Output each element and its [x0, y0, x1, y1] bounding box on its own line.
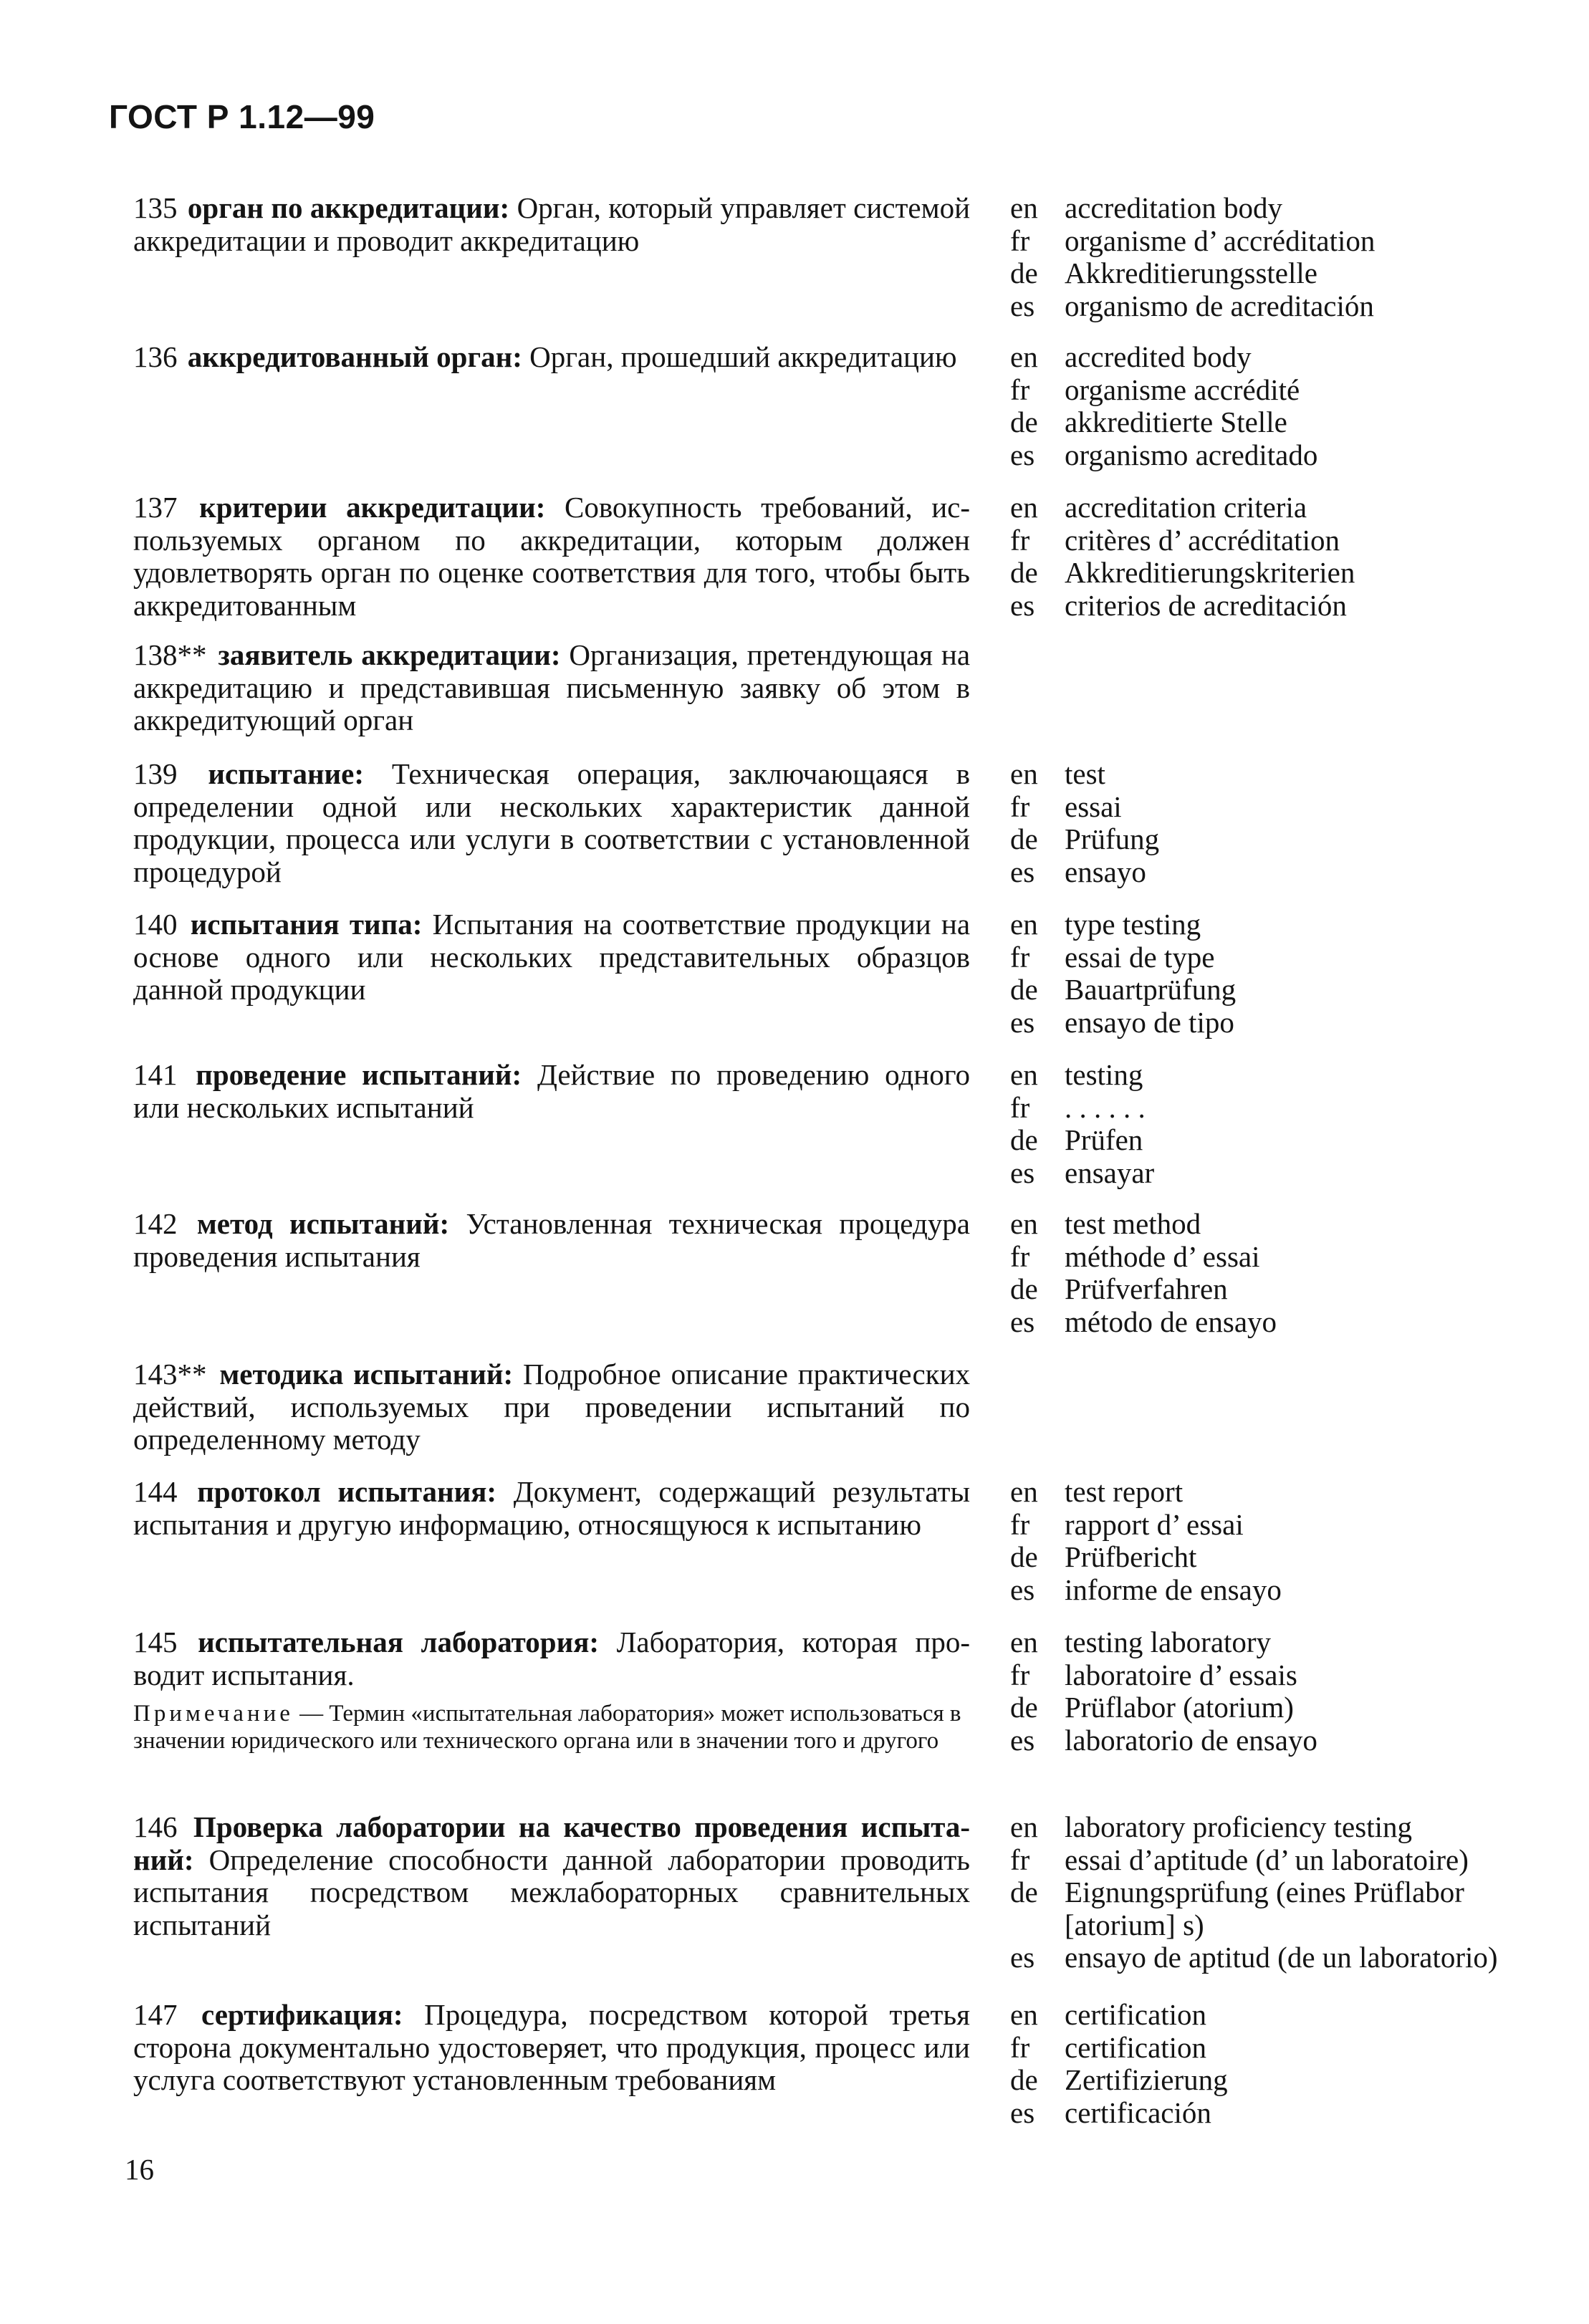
translated-term: essai: [1065, 789, 1122, 823]
translated-term: criterios de acreditación: [1065, 588, 1347, 622]
translated-term: certificación: [1065, 2095, 1211, 2129]
translations: [1010, 1208, 1555, 1338]
language-code: de: [1010, 1123, 1038, 1156]
definition-text: Документ, содержащий результаты испытания и другую информацию, относящуюся к испытанию: [133, 1475, 970, 1541]
translation-row: [1010, 1844, 1555, 1877]
language-code: es: [1010, 289, 1035, 322]
translation-row: [1010, 1092, 1555, 1125]
term-definition: [133, 192, 970, 257]
language-code: fr: [1010, 1843, 1030, 1876]
translation-row: [1010, 1626, 1555, 1659]
language-code: fr: [1010, 224, 1030, 257]
language-code: de: [1010, 256, 1038, 289]
translated-term: Prüfung: [1065, 822, 1160, 855]
translation-row: [1010, 590, 1555, 623]
definition-text: Действие по проведению одного или нескольких испытаний: [133, 1058, 971, 1124]
translated-term: type testing: [1065, 908, 1201, 941]
translated-term: Prüfbericht: [1065, 1540, 1197, 1573]
term-name: заявитель аккредитации:: [218, 638, 561, 671]
language-code: en: [1010, 1207, 1038, 1240]
term-definition: [133, 1999, 970, 2097]
language-code: en: [1010, 757, 1038, 790]
term-number: 146: [133, 1810, 178, 1843]
translated-term: essai de type: [1065, 940, 1215, 974]
term-name: метод испытаний:: [196, 1207, 450, 1240]
page-number: 16: [125, 2153, 154, 2186]
language-code: es: [1010, 1723, 1035, 1757]
translation-row: [1010, 856, 1555, 889]
language-code: fr: [1010, 1658, 1030, 1691]
translation-row: [1010, 1724, 1555, 1757]
language-code: en: [1010, 491, 1038, 524]
translations: [1010, 1999, 1555, 2129]
translated-term: laboratory proficiency testing: [1065, 1810, 1412, 1843]
term-entry: [133, 491, 1555, 622]
translations: [1010, 192, 1555, 322]
term-entry: [133, 1059, 1555, 1189]
translated-term: critères d’ accréditation: [1065, 523, 1340, 557]
term-entry: [133, 1476, 1555, 1606]
translated-term: certification: [1065, 1998, 1207, 2031]
term-name: протокол испытания:: [197, 1475, 497, 1508]
translation-row: [1010, 908, 1555, 941]
language-code: es: [1010, 2095, 1035, 2129]
language-code: en: [1010, 1475, 1038, 1508]
translated-term: Bauartprüfung: [1065, 973, 1237, 1006]
language-code: de: [1010, 822, 1038, 855]
term-number: 143**: [133, 1358, 207, 1391]
translation-row: [1010, 192, 1555, 225]
translation-row: [1010, 341, 1555, 374]
language-code: fr: [1010, 789, 1030, 823]
translation-row: [1010, 1059, 1555, 1092]
language-code: en: [1010, 1998, 1038, 2031]
translated-term: informe de ensayo: [1065, 1572, 1282, 1606]
language-code: en: [1010, 1626, 1038, 1658]
term-name: испытательная лаборатория:: [198, 1626, 600, 1658]
translations: [1010, 1476, 1555, 1606]
translation-row: [1010, 1509, 1555, 1542]
term-number: 147: [133, 1998, 178, 2031]
term-definition: [133, 1358, 970, 1456]
translation-row: [1010, 1659, 1555, 1692]
language-code: es: [1010, 438, 1035, 471]
language-code: es: [1010, 1572, 1035, 1606]
definition-text: Процедура, посредством которой третья сторона документально удостоверяет, что продукция, процесс или услуга соответствуют установленным требованиям: [133, 1998, 970, 2096]
translated-term: akkreditierte Stelle: [1065, 405, 1287, 438]
term-name: испытания типа:: [190, 908, 423, 941]
translation-row: [1010, 1691, 1555, 1724]
term-definition: [133, 1059, 970, 1124]
translation-row: [1010, 2064, 1555, 2097]
translation-row: [1010, 1574, 1555, 1607]
term-entry: [133, 908, 1555, 1039]
language-code: es: [1010, 1005, 1035, 1039]
translation-row: [1010, 1876, 1555, 1941]
translated-term: test method: [1065, 1207, 1201, 1240]
language-code: en: [1010, 1058, 1038, 1091]
term-entry: [133, 1999, 1555, 2129]
translated-term: testing: [1065, 1058, 1143, 1091]
translation-row: [1010, 374, 1555, 407]
language-code: es: [1010, 588, 1035, 622]
term-definition: [133, 491, 970, 622]
term-name: сертификация:: [201, 1998, 403, 2031]
translated-term: Akkreditierungsstelle: [1065, 256, 1317, 289]
language-code: de: [1010, 1540, 1038, 1573]
translated-term: organismo de acreditación: [1065, 289, 1374, 322]
term-definition: [133, 1476, 970, 1541]
term-entry: [133, 192, 1555, 322]
term-number: 145: [133, 1626, 178, 1658]
translations: [1010, 1626, 1555, 1757]
term-name: Проверка лаборатории на качество проведения испытаний:: [133, 1810, 970, 1876]
translation-row: [1010, 524, 1555, 557]
term-number: 142: [133, 1207, 178, 1240]
language-code: es: [1010, 1156, 1035, 1189]
term-entry: [133, 758, 1555, 888]
translated-term: organismo acreditado: [1065, 438, 1318, 471]
translated-term: essai d’aptitude (d’ un laboratoire): [1065, 1843, 1469, 1876]
translation-row: [1010, 1541, 1555, 1574]
language-code: de: [1010, 973, 1038, 1006]
translation-row: [1010, 1241, 1555, 1274]
term-name: методика испытаний:: [219, 1358, 514, 1391]
language-code: de: [1010, 1876, 1038, 1908]
definition-text: Лаборатория, которая проводит испытания.: [133, 1626, 970, 1691]
language-code: en: [1010, 340, 1038, 373]
document-header: ГОСТ Р 1.12—99: [109, 98, 375, 135]
term-name: проведение испытаний:: [196, 1058, 522, 1091]
translated-term: test report: [1065, 1475, 1184, 1508]
translated-term: laboratorio de ensayo: [1065, 1723, 1317, 1757]
translated-term: . . . . . .: [1065, 1090, 1146, 1124]
translation-row: [1010, 491, 1555, 524]
definition-text: Определение способности данной лаборатории проводить испытания посредством межлабораторных сравнительных испытаний: [133, 1843, 971, 1941]
term-number: 140: [133, 908, 178, 941]
translation-row: [1010, 791, 1555, 824]
term-number: 135: [133, 191, 178, 224]
language-code: de: [1010, 1272, 1038, 1305]
translations: [1010, 908, 1555, 1039]
translated-term: certification: [1065, 2030, 1207, 2064]
term-definition: [133, 1811, 970, 1941]
translation-row: [1010, 1208, 1555, 1241]
translation-row: [1010, 225, 1555, 258]
language-code: fr: [1010, 940, 1030, 974]
translation-row: [1010, 823, 1555, 856]
translated-term: Zertifizierung: [1065, 2063, 1228, 2096]
term-number: 144: [133, 1475, 178, 1508]
translations: [1010, 341, 1555, 471]
term-entry: [133, 341, 1555, 471]
note-label: Примечание: [133, 1701, 294, 1727]
definition-text: Испытания на соответствие продукции на основе одного или нескольких представительных образцов данной продукции: [133, 908, 971, 1006]
translation-row: [1010, 1273, 1555, 1306]
language-code: fr: [1010, 1507, 1030, 1541]
translation-row: [1010, 1007, 1555, 1039]
translated-term: Prüfen: [1065, 1123, 1143, 1156]
translations: [1010, 491, 1555, 622]
translation-row: [1010, 406, 1555, 439]
language-code: fr: [1010, 1090, 1030, 1124]
term-entry: [133, 1208, 1555, 1338]
translated-term: méthode d’ essai: [1065, 1239, 1260, 1273]
term-number: 136: [133, 340, 178, 373]
language-code: fr: [1010, 2030, 1030, 2064]
language-code: en: [1010, 191, 1038, 224]
term-entry: [133, 1811, 1555, 1974]
translation-row: [1010, 2097, 1555, 2130]
language-code: fr: [1010, 523, 1030, 557]
term-entry: [133, 1626, 1555, 1757]
language-code: en: [1010, 908, 1038, 941]
translation-row: [1010, 1941, 1555, 1974]
language-code: de: [1010, 556, 1038, 589]
translated-term: método de ensayo: [1065, 1305, 1277, 1338]
translated-term: organisme d’ accréditation: [1065, 224, 1376, 257]
translation-row: [1010, 257, 1555, 290]
translated-term: testing laboratory: [1065, 1626, 1272, 1658]
language-code: en: [1010, 1810, 1038, 1843]
language-code: es: [1010, 1941, 1035, 1974]
translated-term: organisme accrédité: [1065, 373, 1300, 406]
definition-text: Совокупность требований, используемых органом по аккредитации, которым должен удовлетворять орган по оценке соответствия для того, чтобы быть аккредитованным: [133, 491, 971, 622]
translations: [1010, 1059, 1555, 1189]
language-code: es: [1010, 1305, 1035, 1338]
translations: [1010, 758, 1555, 888]
term-definition: [133, 1626, 970, 1754]
translated-term: accredited body: [1065, 340, 1252, 373]
translation-row: [1010, 1476, 1555, 1509]
term-definition: [133, 639, 970, 737]
translation-row: [1010, 1999, 1555, 2032]
term-definition: [133, 758, 970, 888]
translation-row: [1010, 1306, 1555, 1339]
translation-row: [1010, 557, 1555, 590]
term-number: 138**: [133, 638, 207, 671]
translation-row: [1010, 1811, 1555, 1844]
translated-term: ensayar: [1065, 1156, 1155, 1189]
language-code: de: [1010, 2063, 1038, 2096]
translated-term: Eignungsprüfung (eines Prüflabor [atorium] s): [1065, 1876, 1464, 1941]
definition-text: Орган, который управляет системой аккредитации и проводит аккредитацию: [133, 191, 971, 257]
language-code: fr: [1010, 1239, 1030, 1273]
term-definition: [133, 1208, 970, 1273]
definition-text: Организация, претендующая на аккредитацию и представившая письменную заявку об этом в аккредитующий орган: [133, 638, 971, 736]
translation-row: [1010, 974, 1555, 1007]
definition-text: Подробное описание практических действий, используемых при проведении испытаний по определенному методу: [133, 1358, 971, 1456]
translated-term: test: [1065, 757, 1105, 790]
term-number: 137: [133, 491, 178, 524]
term-entry: [133, 639, 1555, 737]
translation-row: [1010, 290, 1555, 323]
translated-term: Akkreditierungskriterien: [1065, 556, 1355, 589]
definition-text: Орган, прошедший аккредитацию: [529, 340, 957, 373]
translated-term: accreditation body: [1065, 191, 1282, 224]
term-definition: [133, 908, 970, 1007]
translation-row: [1010, 1124, 1555, 1157]
translation-row: [1010, 941, 1555, 974]
translated-term: rapport d’ essai: [1065, 1507, 1244, 1541]
translated-term: Prüfverfahren: [1065, 1272, 1228, 1305]
translation-row: [1010, 1157, 1555, 1190]
translation-row: [1010, 758, 1555, 791]
definition-text: Установленная техническая процедура проведения испытания: [133, 1207, 970, 1273]
translations: [1010, 1811, 1555, 1974]
note: [133, 1700, 970, 1754]
term-number: 141: [133, 1058, 178, 1091]
term-definition: [133, 341, 970, 374]
language-code: es: [1010, 855, 1035, 888]
term-entry: [133, 1358, 1555, 1456]
term-name: орган по аккредитации:: [187, 191, 510, 224]
translation-row: [1010, 2032, 1555, 2065]
term-number: 139: [133, 757, 178, 790]
note-text: — Термин «испытательная лаборатория» может использоваться в значении юридического или технического органа или в значении того и другого: [133, 1701, 961, 1754]
language-code: de: [1010, 1691, 1038, 1724]
translated-term: accreditation criteria: [1065, 491, 1307, 524]
term-name: критерии аккредитации:: [199, 491, 546, 524]
translated-term: ensayo: [1065, 855, 1146, 888]
term-name: аккредитованный орган:: [187, 340, 522, 373]
language-code: fr: [1010, 373, 1030, 406]
term-name: испытание:: [208, 757, 365, 790]
translated-term: ensayo de tipo: [1065, 1005, 1234, 1039]
translation-row: [1010, 439, 1555, 472]
translated-term: Prüflabor (atorium): [1065, 1691, 1294, 1724]
language-code: de: [1010, 405, 1038, 438]
translated-term: laboratoire d’ essais: [1065, 1658, 1297, 1691]
definition-text: Техническая операция, заключающаяся в определении одной или нескольких характеристик данной продукции, процесса или услуги в соответствии с установленной процедурой: [133, 757, 970, 888]
translated-term: ensayo de aptitud (de un laboratorio): [1065, 1941, 1498, 1974]
